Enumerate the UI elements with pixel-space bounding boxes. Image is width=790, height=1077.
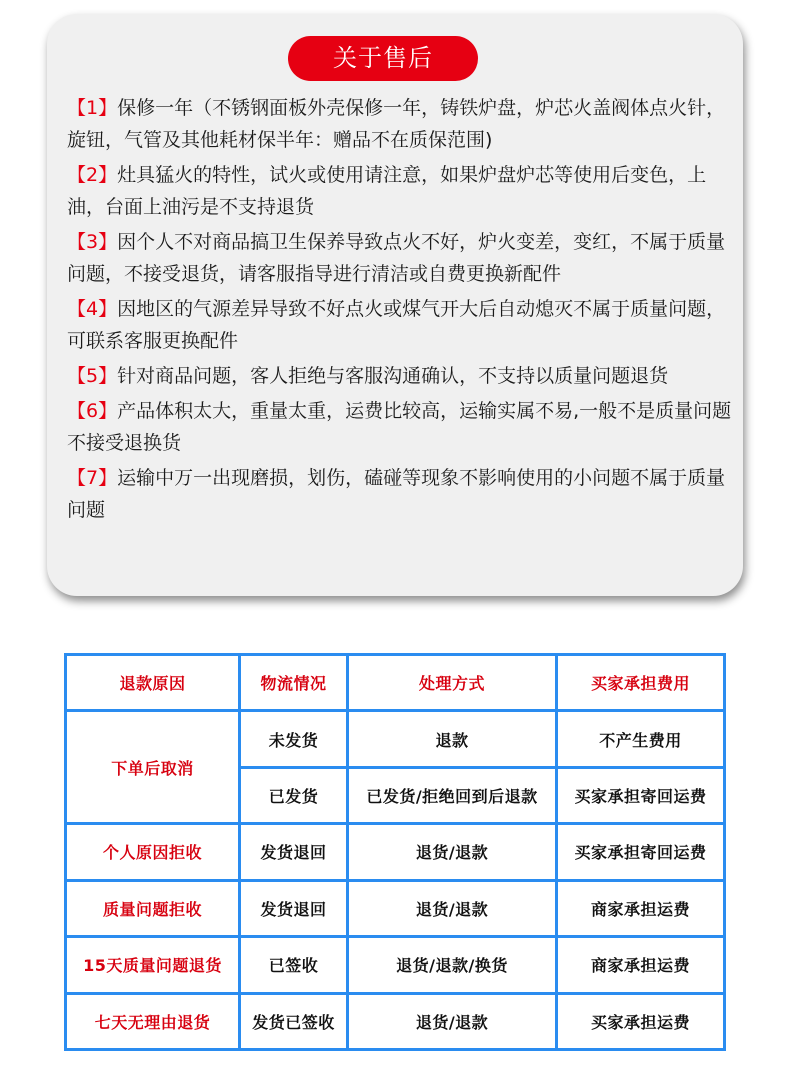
rule-item-7: [67, 462, 732, 526]
rule-text: 产品体积太大，重量太重，运费比较高，运输实属不易,一般不是质量问题不接受退换货: [67, 400, 732, 454]
logistics-cell: 已签收: [240, 937, 348, 993]
table-header-row: [66, 655, 725, 711]
rule-item-1: [67, 92, 732, 156]
logistics-cell: 发货退回: [240, 824, 348, 880]
rule-item-2: [67, 159, 732, 223]
handling-cell: 退货/退款: [348, 824, 557, 880]
cost-cell: 买家承担寄回运费: [557, 824, 725, 880]
rule-item-6: [67, 395, 732, 459]
handling-cell: 退货/退款/换货: [348, 937, 557, 993]
rule-item-3: [67, 226, 732, 290]
rule-number: 【4】: [67, 298, 118, 320]
handling-cell: 退货/退款: [348, 993, 557, 1049]
rule-number: 【3】: [67, 231, 118, 253]
rule-number: 【5】: [67, 365, 118, 387]
reason-cell: 质量问题拒收: [66, 880, 240, 936]
rule-text: 保修一年（不锈钢面板外壳保修一年，铸铁炉盘，炉芯火盖阀体点火针，旋钮，气管及其他耗材保半年：赠品不在质保范围): [67, 97, 726, 151]
refund-table: [64, 653, 726, 1051]
rule-text: 针对商品问题，客人拒绝与客服沟通确认，不支持以质量问题退货: [117, 365, 669, 387]
logistics-cell: 未发货: [240, 711, 348, 767]
rule-text: 因地区的气源差异导致不好点火或煤气开大后自动熄灭不属于质量问题，可联系客服更换配件: [67, 298, 726, 352]
table-row: [66, 937, 725, 993]
header-refund-reason: 退款原因: [66, 655, 240, 711]
rule-item-4: [67, 293, 732, 357]
cost-cell: 买家承担运费: [557, 993, 725, 1049]
logistics-cell: 已发货: [240, 767, 348, 823]
rule-number: 【7】: [67, 467, 118, 489]
header-handling: 处理方式: [348, 655, 557, 711]
after-sales-card: [47, 14, 743, 596]
table-row: [66, 993, 725, 1049]
cost-cell: 商家承担运费: [557, 937, 725, 993]
after-sales-title: 关于售后: [288, 36, 478, 81]
rule-number: 【1】: [67, 97, 118, 119]
rule-number: 【2】: [67, 164, 118, 186]
reason-cell: 15天质量问题退货: [66, 937, 240, 993]
cost-cell: 不产生费用: [557, 711, 725, 767]
handling-cell: 已发货/拒绝回到后退款: [348, 767, 557, 823]
cost-cell: 买家承担寄回运费: [557, 767, 725, 823]
header-logistics: 物流情况: [240, 655, 348, 711]
table-row: [66, 711, 725, 767]
table-row: [66, 880, 725, 936]
reason-cell: 个人原因拒收: [66, 824, 240, 880]
rule-number: 【6】: [67, 400, 118, 422]
rule-text: 因个人不对商品搞卫生保养导致点火不好，炉火变差，变红，不属于质量问题，不接受退货，请客服指导进行清洁或自费更换新配件: [67, 231, 726, 285]
handling-cell: 退货/退款: [348, 880, 557, 936]
header-buyer-cost: 买家承担费用: [557, 655, 725, 711]
logistics-cell: 发货已签收: [240, 993, 348, 1049]
rule-text: 灶具猛火的特性，试火或使用请注意，如果炉盘炉芯等使用后变色，上油，台面上油污是不支持退货: [67, 164, 707, 218]
handling-cell: 退款: [348, 711, 557, 767]
reason-cell: 下单后取消: [66, 711, 240, 824]
table-row: [66, 824, 725, 880]
after-sales-rules: [67, 92, 732, 529]
logistics-cell: 发货退回: [240, 880, 348, 936]
rule-text: 运输中万一出现磨损，划伤，磕碰等现象不影响使用的小问题不属于质量问题: [67, 467, 726, 521]
rule-item-5: [67, 360, 732, 392]
reason-cell: 七天无理由退货: [66, 993, 240, 1049]
cost-cell: 商家承担运费: [557, 880, 725, 936]
